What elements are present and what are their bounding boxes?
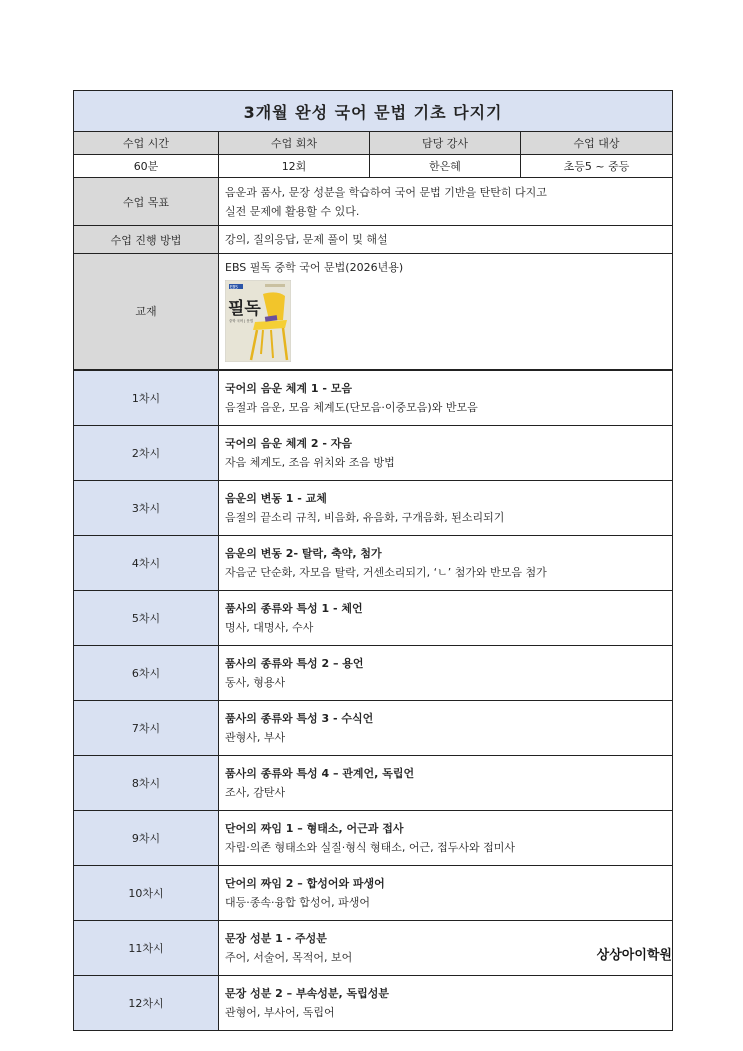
session-label: 12차시 [74,975,219,1030]
goal-label: 수업 목표 [74,178,219,226]
session-row [74,425,673,480]
session-row [74,370,673,426]
session-list [74,370,673,1031]
session-label: 8차시 [74,755,219,810]
session-title: 음운의 변동 1 - 교체 [225,491,327,505]
session-content [219,425,673,480]
method-label: 수업 진행 방법 [74,226,219,254]
session-label: 7차시 [74,700,219,755]
cover-brand: EBS [230,284,238,290]
session-content [219,590,673,645]
session-row [74,535,673,590]
session-row [74,865,673,920]
session-detail: 명사, 대명사, 수사 [225,620,314,634]
academy-name: 상상아이학원 [596,948,672,963]
session-detail: 대등·종속·융합 합성어, 파생어 [225,895,370,909]
textbook-name: EBS 필독 중학 국어 문법(2026년용) [225,261,404,275]
syllabus-table [73,90,673,1031]
session-detail: 음절과 음운, 모음 체계도(단모음·이중모음)와 반모음 [225,400,478,414]
session-row [74,700,673,755]
session-row [74,975,673,1030]
session-content [219,645,673,700]
header-session-count: 수업 회차 [219,132,370,155]
session-content [219,810,673,865]
session-title: 문장 성분 2 – 부속성분, 독립성분 [225,986,389,1000]
textbook-label: 교재 [74,254,219,370]
method-content: 강의, 질의응답, 문제 풀이 및 해설 [219,226,673,254]
session-label: 6차시 [74,645,219,700]
session-label: 10차시 [74,865,219,920]
session-title: 음운의 변동 2- 탈락, 축약, 첨가 [225,546,382,560]
textbook-cover-image [225,280,291,362]
session-title: 단어의 짜임 1 – 형태소, 어근과 접사 [225,821,404,835]
session-title: 문장 성분 1 - 주성분 [225,931,327,945]
session-content [219,370,673,426]
session-row [74,920,673,975]
session-label: 11차시 [74,920,219,975]
session-row [74,590,673,645]
value-target: 초등5 ~ 중등 [521,155,673,178]
session-content [219,865,673,920]
session-content [219,700,673,755]
session-detail: 음절의 끝소리 규칙, 비음화, 유음화, 구개음화, 된소리되기 [225,510,505,524]
session-label: 4차시 [74,535,219,590]
session-detail: 동사, 형용사 [225,675,286,689]
session-title: 단어의 짜임 2 – 합성어와 파생어 [225,876,385,890]
session-content [219,755,673,810]
session-title: 국어의 음운 체계 1 - 모음 [225,381,353,395]
goal-line-2: 실전 문제에 활용할 수 있다. [225,204,360,218]
session-detail: 관형사, 부사 [225,730,286,744]
session-content [219,535,673,590]
textbook-content [219,254,673,370]
header-target: 수업 대상 [521,132,673,155]
session-title: 품사의 종류와 특성 4 – 관계언, 독립언 [225,766,415,780]
cover-title: 필독 [228,299,261,320]
syllabus-sheet [73,90,672,1031]
value-class-time: 60분 [74,155,219,178]
session-detail: 조사, 감탄사 [225,785,286,799]
session-label: 1차시 [74,370,219,426]
goal-content [219,178,673,226]
goal-line-1: 음운과 품사, 문장 성분을 학습하여 국어 문법 기반을 탄탄히 다지고 [225,185,547,199]
session-title: 품사의 종류와 특성 2 – 용언 [225,656,364,670]
session-content [219,480,673,535]
session-row [74,810,673,865]
session-label: 3차시 [74,480,219,535]
session-detail: 자음 체계도, 조음 위치와 조음 방법 [225,455,395,469]
session-title: 품사의 종류와 특성 1 - 체언 [225,601,363,615]
session-row [74,645,673,700]
value-session-count: 12회 [219,155,370,178]
session-label: 5차시 [74,590,219,645]
header-instructor: 담당 강사 [370,132,521,155]
session-detail: 주어, 서술어, 목적어, 보어 [225,950,353,964]
session-row [74,480,673,535]
session-detail: 관형어, 부사어, 독립어 [225,1005,335,1019]
session-title: 국어의 음운 체계 2 - 자음 [225,436,353,450]
session-detail: 자립·의존 형태소와 실질·형식 형태소, 어근, 접두사와 접미사 [225,840,515,854]
session-content [219,975,673,1030]
session-detail: 자음군 단순화, 자모음 탈락, 거센소리되기, ‘ㄴ’ 첨가와 반모음 첨가 [225,565,547,579]
session-label: 2차시 [74,425,219,480]
page-title: 3개월 완성 국어 문법 기초 다지기 [74,91,673,132]
cover-subtitle: 중학 국어 | 문법 [229,319,254,324]
session-row [74,755,673,810]
value-instructor: 한은혜 [370,155,521,178]
header-class-time: 수업 시간 [74,132,219,155]
session-label: 9차시 [74,810,219,865]
session-title: 품사의 종류와 특성 3 - 수식언 [225,711,374,725]
